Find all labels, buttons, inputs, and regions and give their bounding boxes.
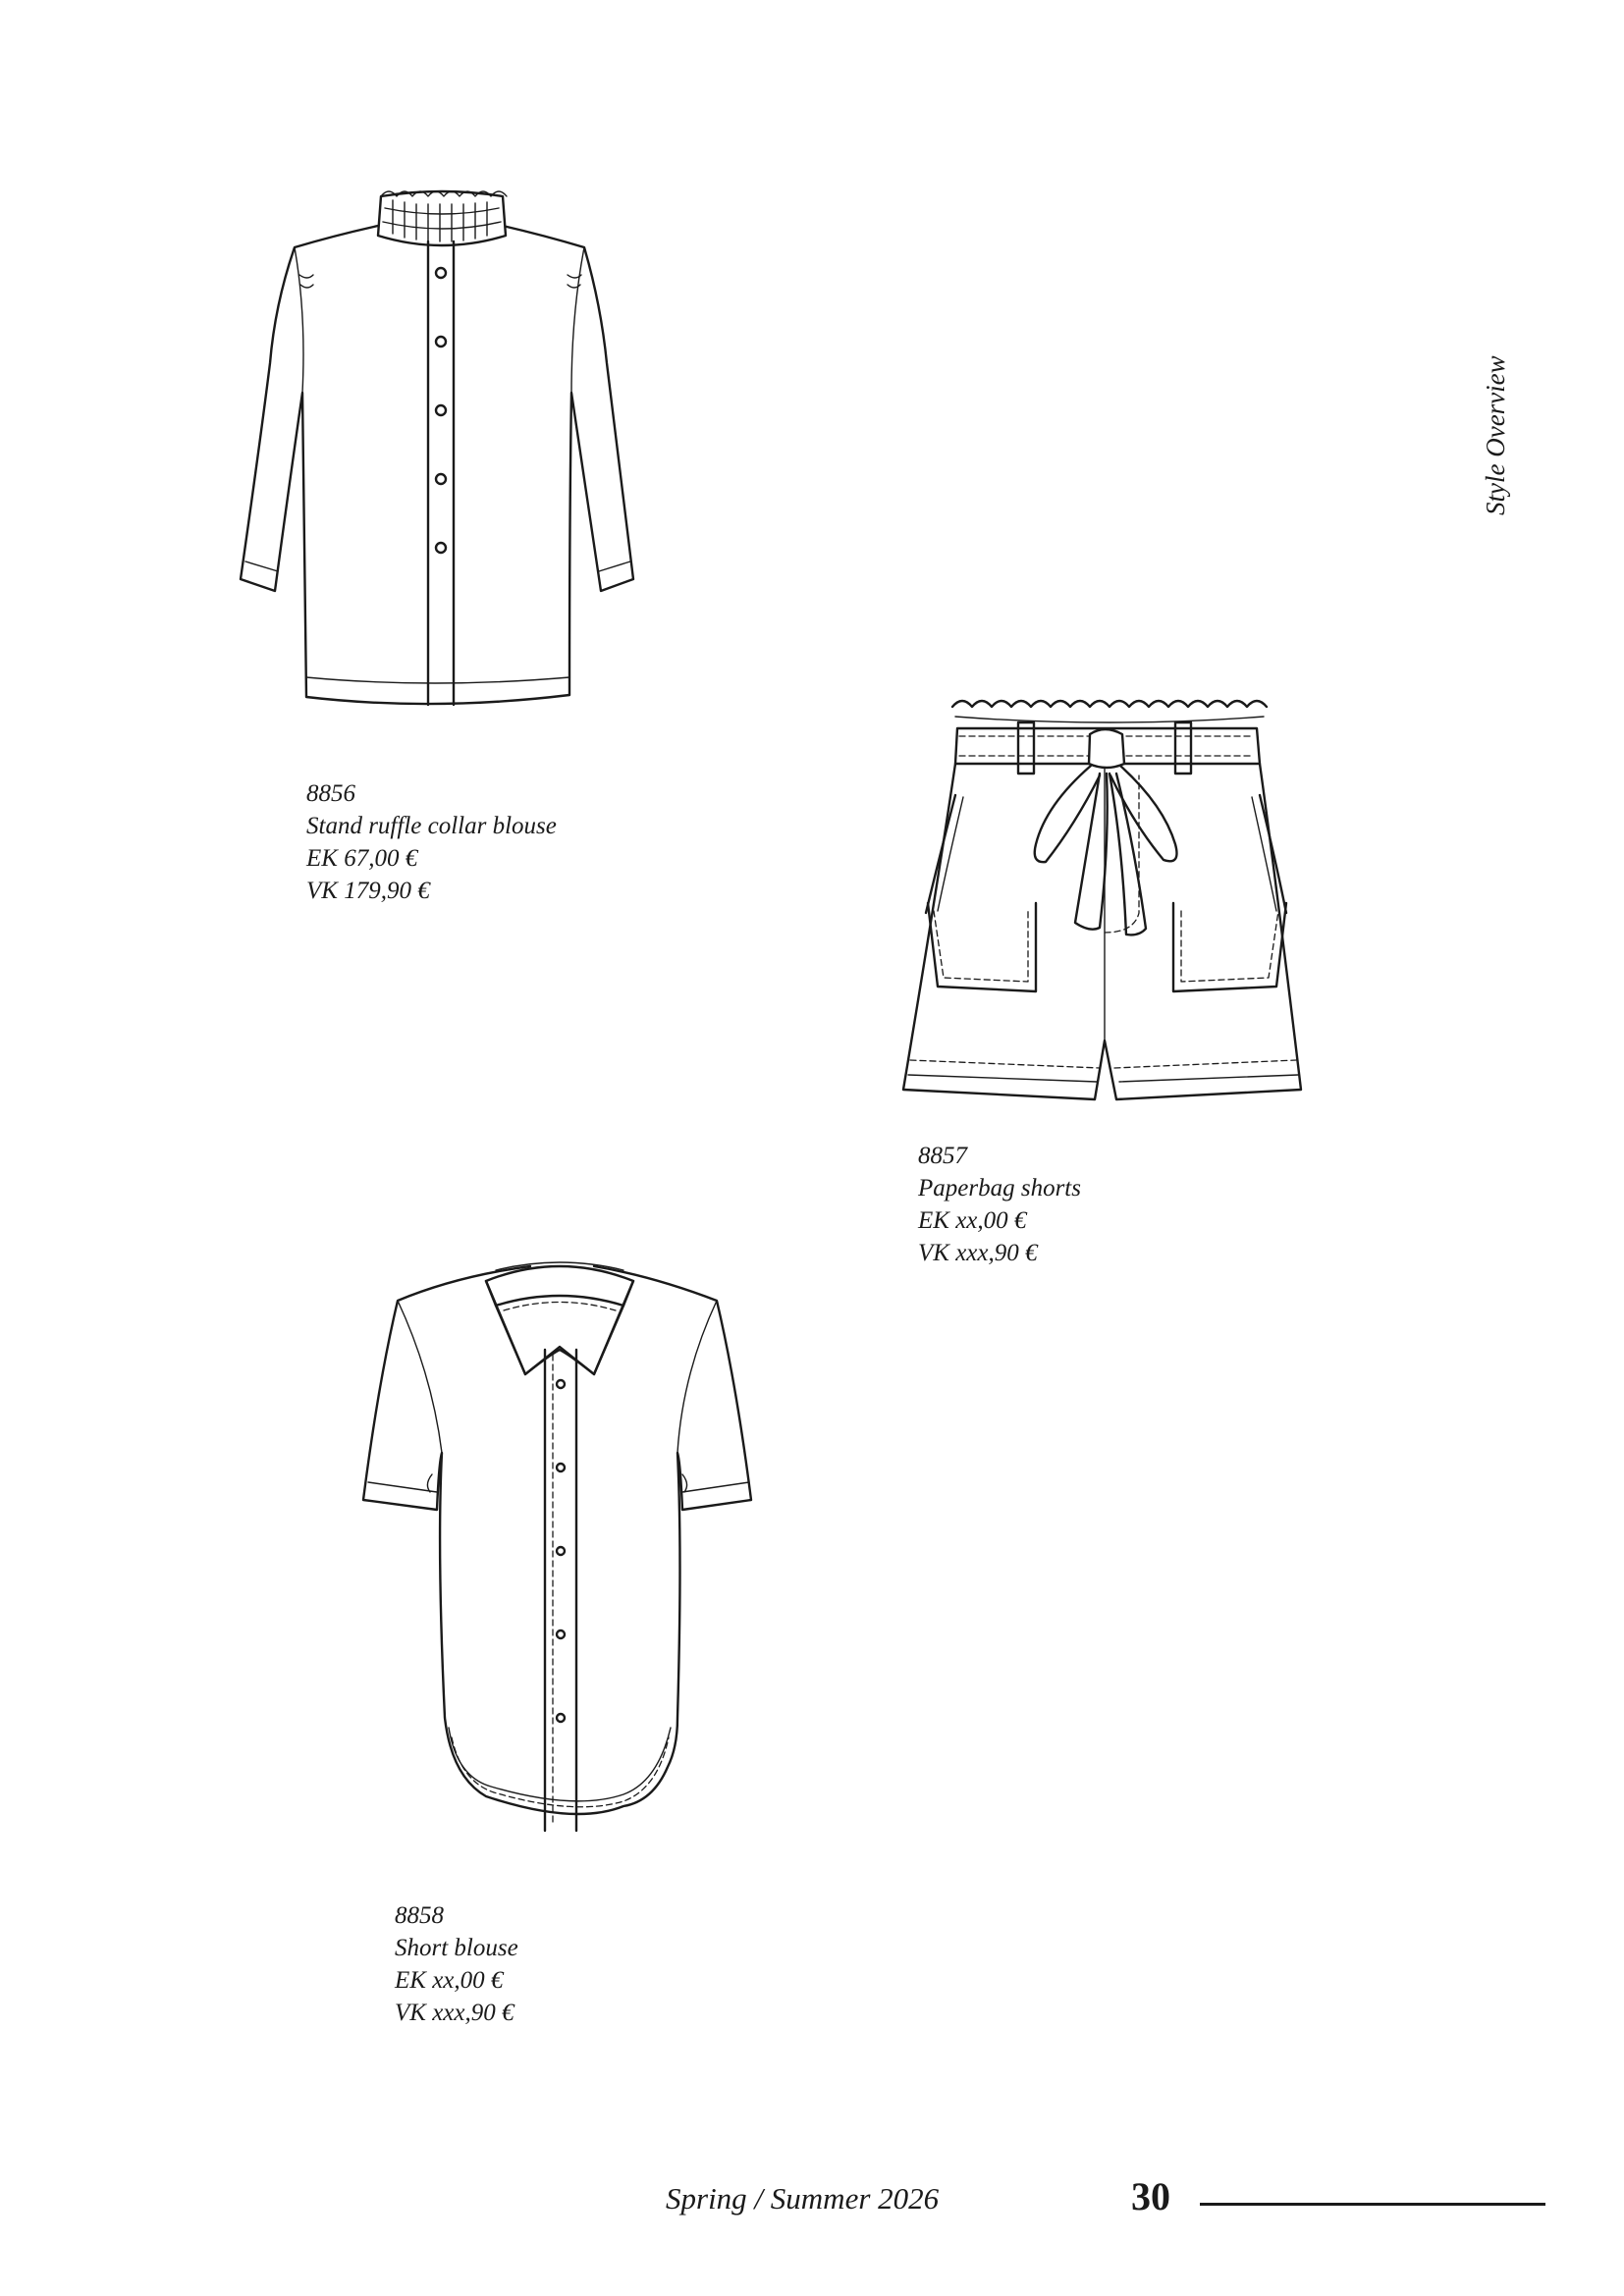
- page-number: 30: [1131, 2174, 1170, 2218]
- ruffle-collar-blouse-sketch: [236, 187, 648, 707]
- style-name: Stand ruffle collar blouse: [306, 813, 557, 839]
- purchase-price: EK xx,00 €: [395, 1967, 504, 1994]
- style-caption-8858: [395, 1899, 518, 2029]
- style-number: 8856: [306, 780, 355, 807]
- purchase-price: EK 67,00 €: [306, 845, 418, 872]
- footer-rule: [1200, 2203, 1545, 2206]
- season-label: Spring / Summer 2026: [666, 2181, 940, 2216]
- style-caption-8856: [306, 777, 557, 907]
- paperbag-shorts-sketch: [898, 687, 1321, 1119]
- purchase-price: EK xx,00 €: [918, 1207, 1027, 1234]
- style-name: Short blouse: [395, 1935, 518, 1961]
- style-caption-8857: [918, 1140, 1081, 1269]
- side-title: Style Overview: [1481, 355, 1510, 515]
- retail-price: VK 179,90 €: [306, 878, 430, 904]
- style-number: 8857: [918, 1143, 967, 1169]
- style-number: 8858: [395, 1902, 444, 1929]
- retail-price: VK xxx,90 €: [395, 2000, 514, 2026]
- retail-price: VK xxx,90 €: [918, 1240, 1038, 1266]
- style-name: Paperbag shorts: [918, 1175, 1081, 1201]
- short-blouse-sketch: [358, 1256, 751, 1845]
